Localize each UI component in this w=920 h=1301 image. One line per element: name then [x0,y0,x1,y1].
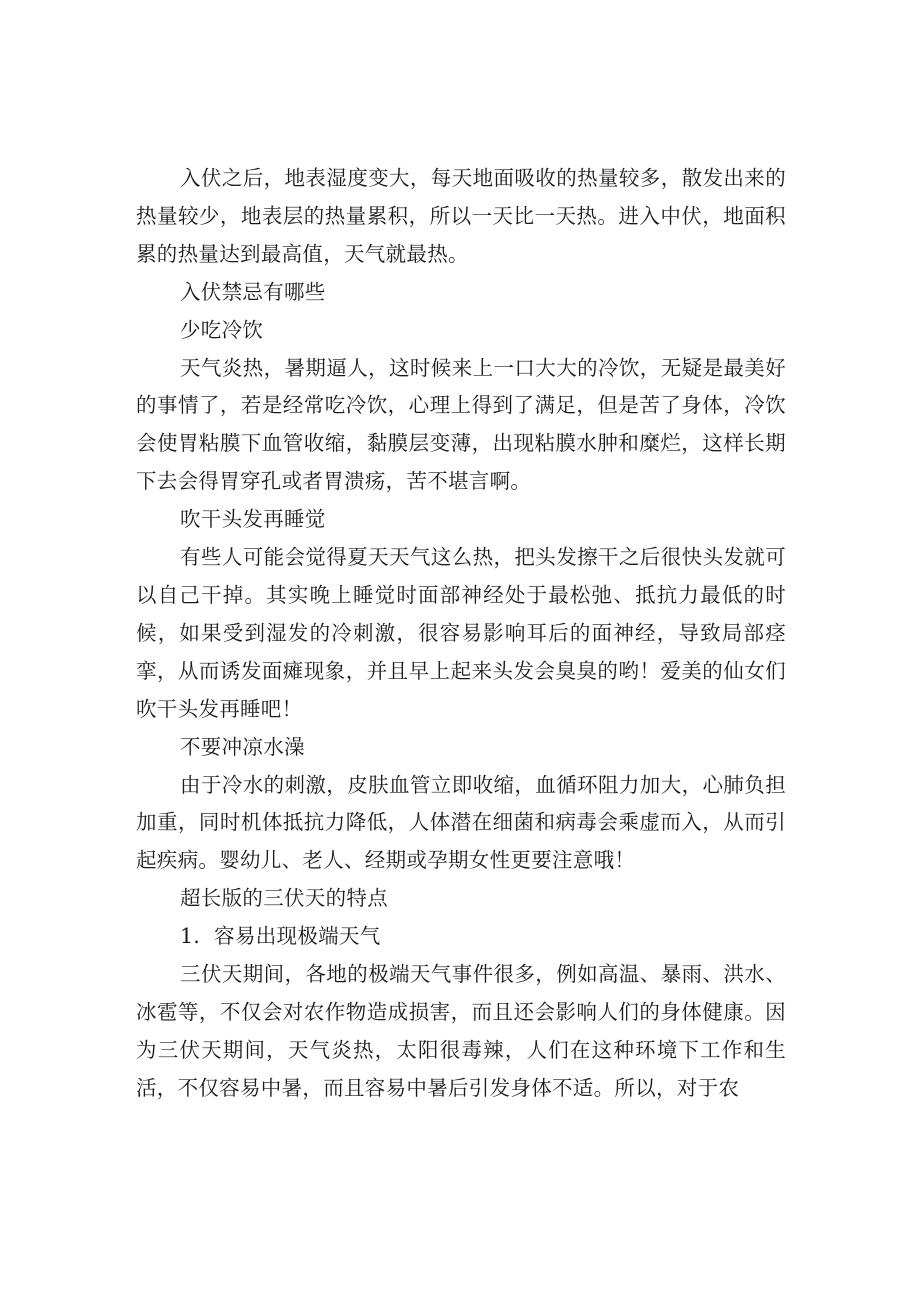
heading-less-cold-drinks: 少吃冷饮 [180,317,264,342]
paragraph-extreme-weather: 三伏天期间，各地的极端天气事件很多，例如高温、暴雨、洪水、冰雹等，不仅会对农作物造成损害，而且还会影响人们的身体健康。因为三伏天期间，天气炎热，太阳很毒辣，人们在这种环境下工作和生活，不仅容易中暑，而且容易中暑后引发身体不适。所以，对于农 [136,962,786,1100]
heading-features: 超长版的三伏天的特点 [180,886,388,911]
heading-no-cold-shower: 不要冲凉水澡 [180,734,305,759]
heading-extreme-weather: 1．容易出现极端天气 [180,924,381,949]
heading-taboos: 入伏禁忌有哪些 [180,279,326,304]
paragraph-cold-drinks: 天气炎热，暑期逼人，这时候来上一口大大的冷饮，无疑是最美好的事情了，若是经常吃冷饮，心理上得到了满足，但是苦了身体，冷饮会使胃粘膜下血管收缩，黏膜层变薄，出现粘膜水肿和糜烂，这样长期下去会得胃穿孔或者胃溃疡，苦不堪言啊。 [136,355,786,494]
paragraph-intro: 入伏之后，地表湿度变大，每天地面吸收的热量较多，散发出来的热量较少，地表层的热量累积，所以一天比一天热。进入中伏，地面积累的热量达到最高值，天气就最热。 [136,166,786,266]
paragraph-cold-shower: 由于冷水的刺激，皮肤血管立即收缩，血循环阻力加大，心肺负担加重，同时机体抵抗力降低，人体潜在细菌和病毒会乘虚而入，从而引起疾病。婴幼儿、老人、经期或孕期女性更要注意哦！ [136,772,786,873]
heading-dry-hair: 吹干头发再睡觉 [180,507,326,532]
document-body [136,160,786,1108]
paragraph-dry-hair: 有些人可能会觉得夏天天气这么热，把头发擦干之后很快头发就可以自己干掉。其实晚上睡觉时面部神经处于最松弛、抵抗力最低的时候，如果受到湿发的冷刺激，很容易影响耳后的面神经，导致局部痉挛，从而诱发面瘫现象，并且早上起来头发会臭臭的哟！爱美的仙女们吹干头发再睡吧！ [136,545,786,721]
